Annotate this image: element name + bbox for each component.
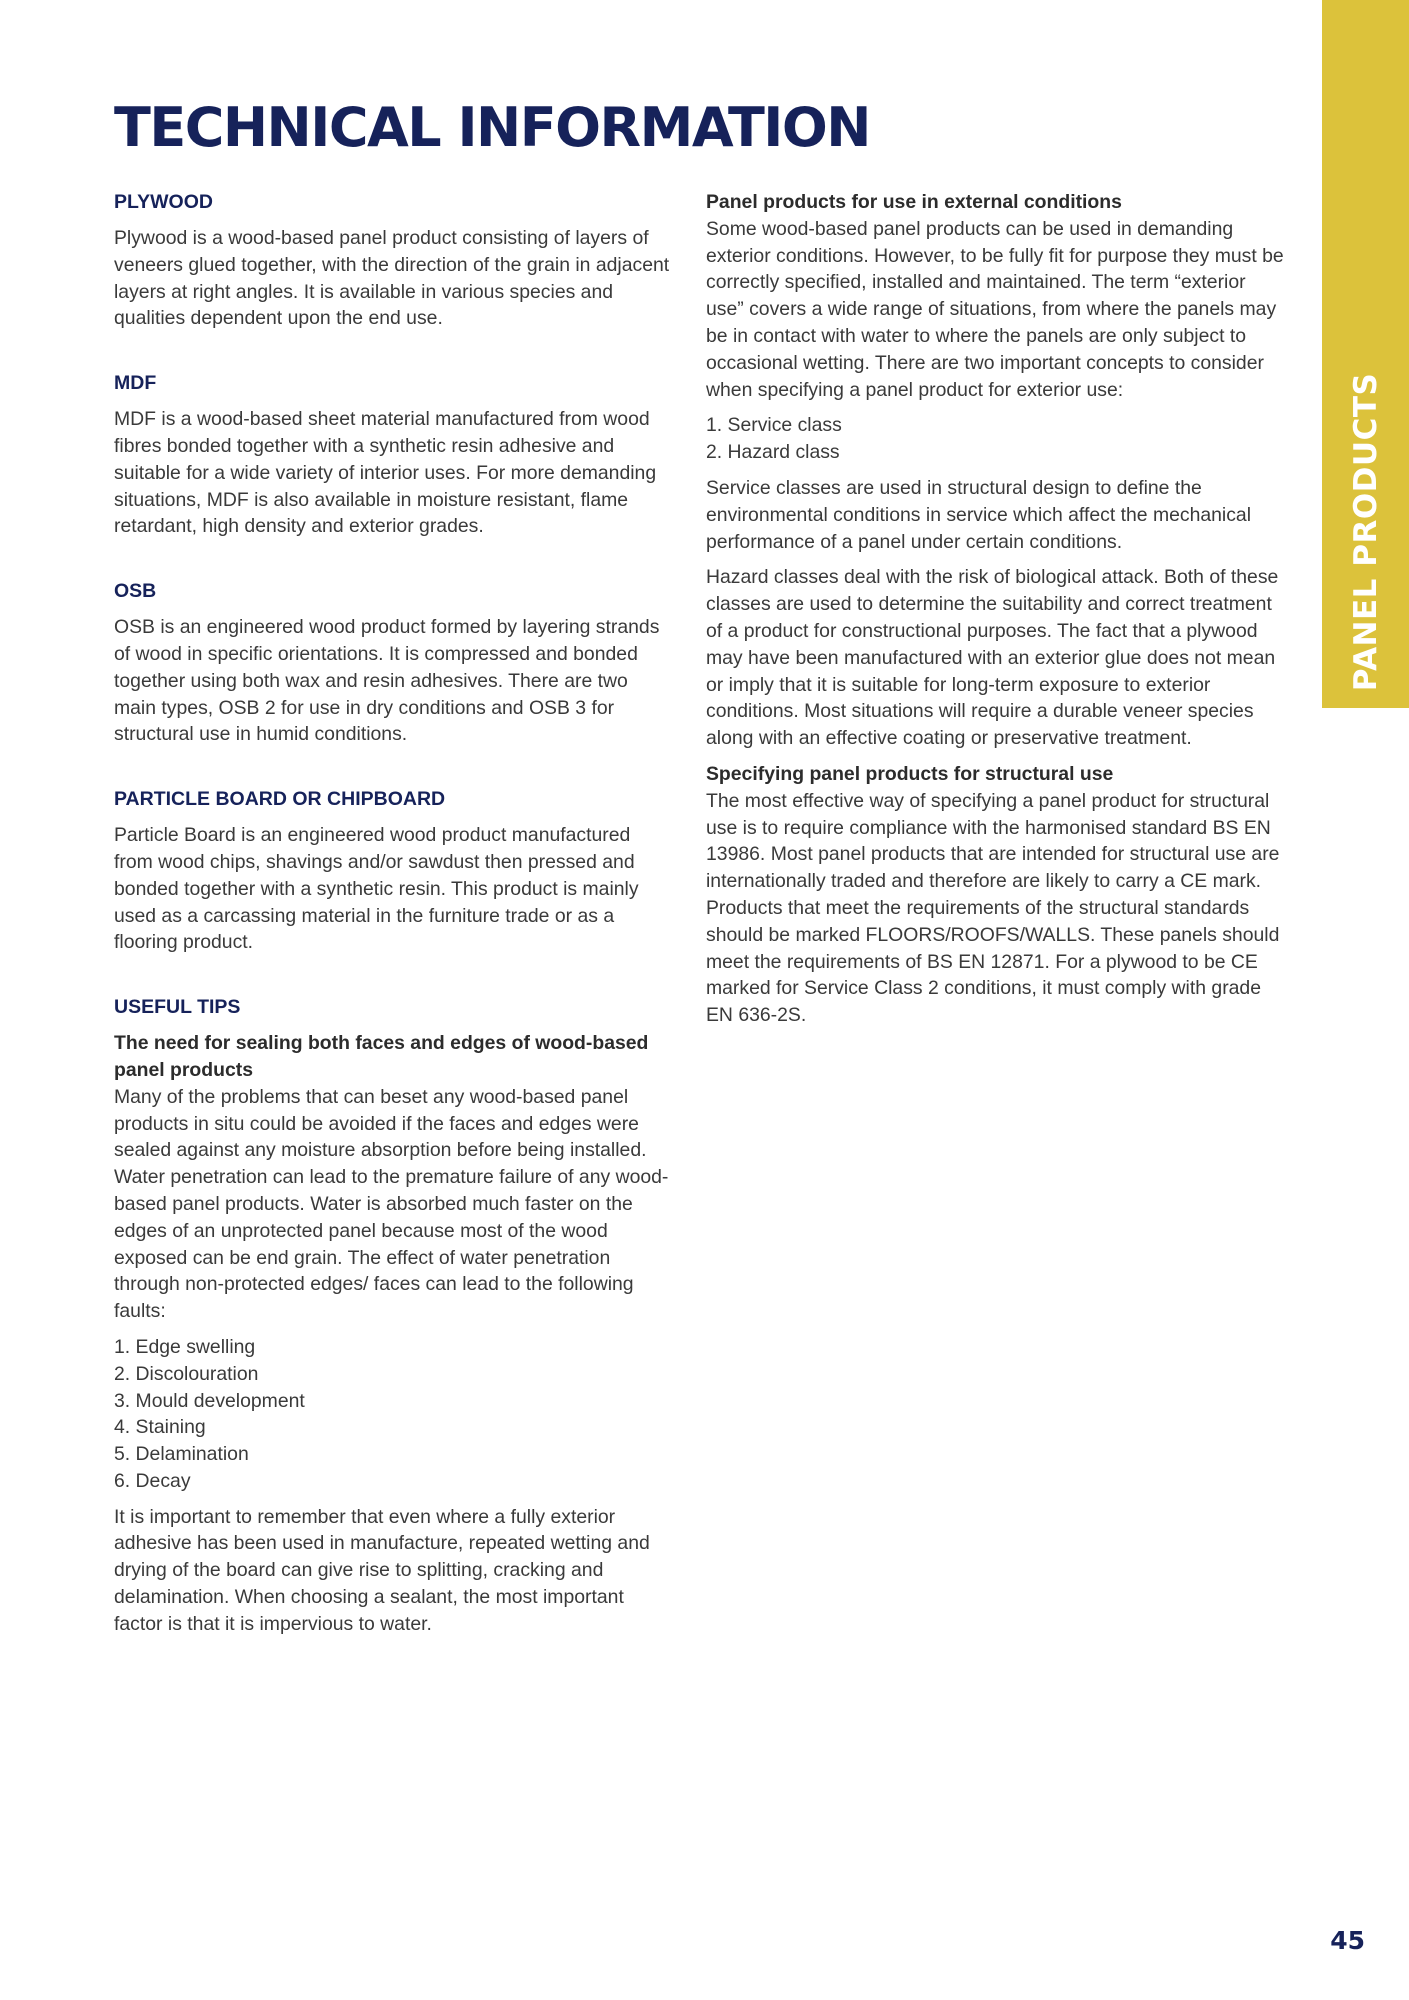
useful-tips-heading: USEFUL TIPS xyxy=(114,996,241,1019)
useful-tips-section xyxy=(114,994,674,1638)
plywood-body: Plywood is a wood-based panel product consisting of layers of veneers glued together, with the direction of the grain in adjacent layers at right angles. It is available in various species and qualities dependent upon the end use. xyxy=(114,227,670,330)
structural-use-body: The most effective way of specifying a panel product for structural use is to require compliance with the harmonised standard BS EN 13986. Most panel products that are intended for structural use are internationally traded and therefore are likely to carry a CE mark. Products that meet the requirements of the structural standards should be marked FLOORS/ROOFS/WALLS. These panels should meet the requirements of BS EN 12871. For a plywood to be CE marked for Service Class 2 conditions, it must comply with grade EN 636-2S. xyxy=(706,789,1280,1027)
particle-board-section xyxy=(114,786,674,956)
section-side-tab xyxy=(1322,0,1409,708)
external-conditions-heading: Panel products for use in external conditions xyxy=(706,191,1122,213)
concepts-list xyxy=(706,412,1286,466)
osb-section xyxy=(114,578,674,748)
external-conditions-body: Some wood-based panel products can be used in demanding exterior conditions. However, to be fully fit for purpose they must be correctly specified, installed and maintained. The term “exterior use” covers a wide range of situations, from where the panels may be in contact with water to where the panels are only subject to occasional wetting. There are two important concepts to consider when specifying a panel product for exterior use: xyxy=(706,217,1284,401)
right-column xyxy=(706,189,1286,1038)
mdf-heading: MDF xyxy=(114,372,157,395)
osb-body: OSB is an engineered wood product formed by layering strands of wood in specific orientations. It is compressed and bonded together using both wax and resin adhesives. There are two main types, OSB 2 for use in dry conditions and OSB 3 for structural use in humid conditions. xyxy=(114,616,660,746)
osb-heading: OSB xyxy=(114,580,157,603)
page-title: TECHNICAL INFORMATION xyxy=(114,96,870,159)
structural-use-heading: Specifying panel products for structural use xyxy=(706,762,1114,785)
list-item: 2. Hazard class xyxy=(706,441,840,464)
mdf-section xyxy=(114,370,674,540)
mdf-body: MDF is a wood-based sheet material manufactured from wood fibres bonded together with a synthetic resin adhesive and suitable for a wide variety of interior uses. For more demanding situations, MDF is also available in moisture resistant, flame retardant, high density and exterior grades. xyxy=(114,408,657,538)
plywood-section xyxy=(114,189,674,332)
particle-board-body: Particle Board is an engineered wood product manufactured from wood chips, shavings and/or sawdust then pressed and bonded together with a synthetic resin. This product is mainly used as a carcassing material in the furniture trade or as a flooring product. xyxy=(114,824,639,954)
sealing-body: Many of the problems that can beset any wood-based panel products in situ could be avoided if the faces and edges were sealed against any moisture absorption before being installed. Water penetration can lead to the premature failure of any wood-based panel products. Water is absorbed much faster on the edges of an unprotected panel because most of the wood exposed can be end grain. The effect of water penetration through non-protected edges/ faces can lead to the following faults: xyxy=(114,1085,669,1323)
list-item: 2. Discolouration xyxy=(114,1362,259,1385)
page-number: 45 xyxy=(1330,1926,1365,1955)
list-item: 1. Service class xyxy=(706,414,842,437)
list-item: 6. Decay xyxy=(114,1469,191,1492)
list-item: 4. Staining xyxy=(114,1416,206,1439)
hazard-classes-body: Hazard classes deal with the risk of biological attack. Both of these classes are used to determine the suitability and correct treatment of a product for constructional purposes. The fact that a plywood may have been manufactured with an exterior glue does not mean or imply that it is suitable for long-term exposure to exterior conditions. Most situations will require a durable veneer species along with an effective coating or preservative treatment. xyxy=(706,566,1279,750)
service-classes-body: Service classes are used in structural design to define the environmental conditions in service which affect the mechanical performance of a panel under certain conditions. xyxy=(706,476,1252,553)
sealant-closing: It is important to remember that even where a fully exterior adhesive has been used in manufacture, repeated wetting and drying of the board can give rise to splitting, cracking and delamination. When choosing a sealant, the most important factor is that it is impervious to water. xyxy=(114,1505,650,1635)
side-tab-label: PANEL PRODUCTS xyxy=(1347,372,1384,692)
list-item: 5. Delamination xyxy=(114,1443,249,1466)
faults-list xyxy=(114,1334,674,1495)
particle-board-heading: PARTICLE BOARD OR CHIPBOARD xyxy=(114,788,446,811)
plywood-heading: PLYWOOD xyxy=(114,191,213,213)
sealing-sub-heading: The need for sealing both faces and edges of wood-based panel products xyxy=(114,1032,649,1081)
list-item: 3. Mould development xyxy=(114,1389,305,1412)
list-item: 1. Edge swelling xyxy=(114,1335,256,1358)
left-column xyxy=(114,189,674,1676)
